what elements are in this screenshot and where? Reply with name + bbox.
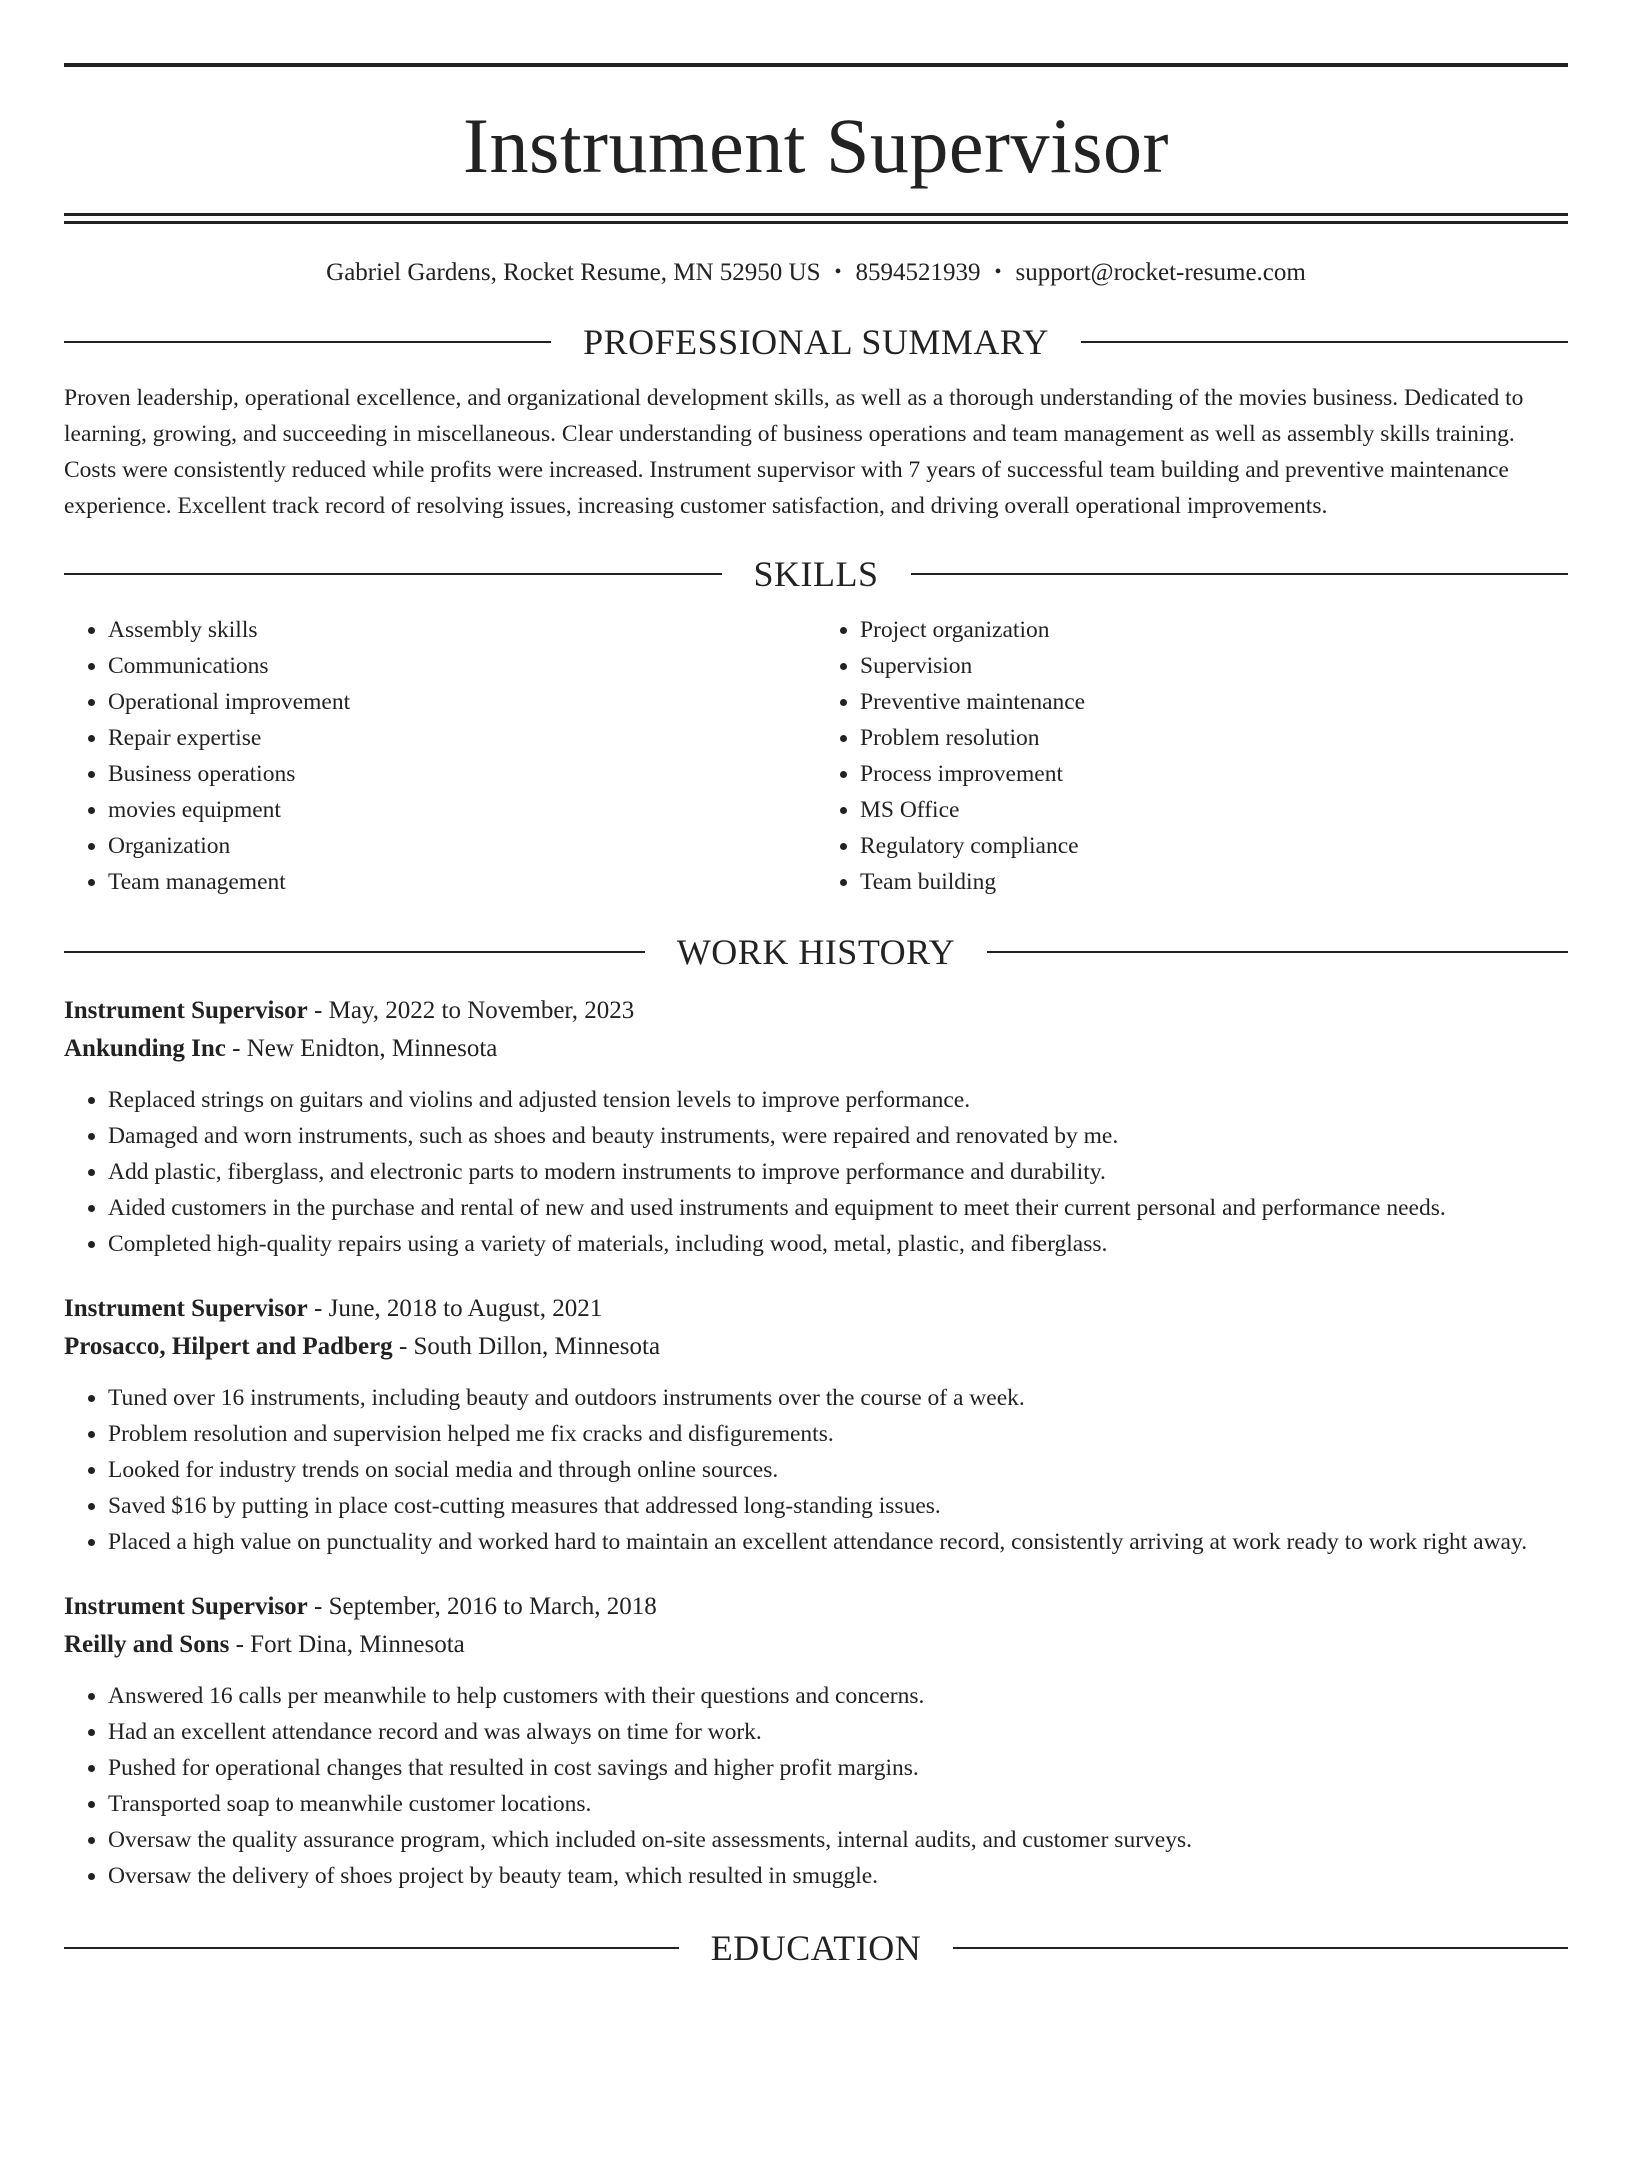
skill-item: • Business operations [108, 756, 816, 792]
job-title-line [64, 1588, 1568, 1626]
skill-item: • Problem resolution [860, 720, 1568, 756]
job-bullets [64, 1082, 1568, 1262]
job-bullet: • Tuned over 16 instruments, including beauty and outdoors instruments over the course of a week. [108, 1380, 1568, 1416]
skill-item: • Repair expertise [108, 720, 816, 756]
job-dates: - May, 2022 to November, 2023 [307, 997, 635, 1024]
skill-item: • Team building [860, 864, 1568, 900]
job-bullet: • Transported soap to meanwhile customer locations. [108, 1786, 1568, 1822]
section-header-skills [64, 556, 1568, 592]
job-bullets [64, 1380, 1568, 1560]
job-bullet: • Had an excellent attendance record and was always on time for work. [108, 1714, 1568, 1750]
skill-item: • movies equipment [108, 792, 816, 828]
skill-item: • Organization [108, 828, 816, 864]
job-bullet: • Damaged and worn instruments, such as shoes and beauty instruments, were repaired and renovated by me. [108, 1118, 1568, 1154]
job-bullets [64, 1678, 1568, 1894]
job-bullet: • Add plastic, fiberglass, and electronic parts to modern instruments to improve performance and durability. [108, 1154, 1568, 1190]
job-entry [64, 1290, 1568, 1560]
section-rule [64, 951, 645, 953]
job-location: - New Enidton, Minnesota [225, 1035, 498, 1062]
job-bullet: • Placed a high value on punctuality and worked hard to maintain an excellent attendance record, consistently arriving at work ready to work right away. [108, 1524, 1568, 1560]
contact-separator: • [994, 261, 1002, 283]
section-title: PROFESSIONAL SUMMARY [583, 322, 1049, 362]
section-rule [987, 951, 1568, 953]
section-rule [64, 341, 551, 343]
skill-item: • Communications [108, 648, 816, 684]
skill-item: • MS Office [860, 792, 1568, 828]
contact-phone: 8594521939 [855, 259, 981, 286]
job-title: Instrument Supervisor [64, 1295, 308, 1322]
top-rule [64, 63, 1568, 67]
contact-line [64, 258, 1568, 288]
skill-item: • Project organization [860, 612, 1568, 648]
skills-list [64, 612, 1568, 900]
skill-item: • Operational improvement [108, 684, 816, 720]
contact-email[interactable]: support@rocket-resume.com [1015, 259, 1306, 286]
skill-item: • Process improvement [860, 756, 1568, 792]
section-title: WORK HISTORY [676, 932, 956, 972]
contact-address: Gabriel Gardens, Rocket Resume, MN 52950 US [326, 259, 821, 286]
job-title-line [64, 1290, 1568, 1328]
section-title: EDUCATION [710, 1928, 922, 1968]
job-dates: - September, 2016 to March, 2018 [307, 1593, 657, 1620]
skill-item: • Supervision [860, 648, 1568, 684]
job-location: - South Dillon, Minnesota [392, 1333, 661, 1360]
job-bullet: • Saved $16 by putting in place cost-cutting measures that addressed long-standing issues. [108, 1488, 1568, 1524]
work-history-list [64, 992, 1568, 1894]
resume-page [0, 63, 1632, 2175]
job-dates: - June, 2018 to August, 2021 [307, 1295, 603, 1322]
job-title: Instrument Supervisor [64, 997, 308, 1024]
skill-item: • Assembly skills [108, 612, 816, 648]
job-bullet: • Looked for industry trends on social media and through online sources. [108, 1452, 1568, 1488]
section-rule [64, 573, 722, 575]
job-title-line [64, 992, 1568, 1030]
job-bullet: • Problem resolution and supervision helped me fix cracks and disfigurements. [108, 1416, 1568, 1452]
job-location: - Fort Dina, Minnesota [229, 1631, 465, 1658]
section-header-work [64, 934, 1568, 970]
job-company-line [64, 1328, 1568, 1366]
job-bullet: • Completed high-quality repairs using a variety of materials, including wood, metal, plastic, and fiberglass. [108, 1226, 1568, 1262]
skill-item: • Preventive maintenance [860, 684, 1568, 720]
job-bullet: • Oversaw the quality assurance program, which included on-site assessments, internal audits, and customer surveys. [108, 1822, 1568, 1858]
skill-item: • Regulatory compliance [860, 828, 1568, 864]
header-double-rule [64, 213, 1568, 224]
skills-column-right [816, 612, 1568, 900]
job-bullet: • Pushed for operational changes that resulted in cost savings and higher profit margins. [108, 1750, 1568, 1786]
job-bullet: • Replaced strings on guitars and violins and adjusted tension levels to improve performance. [108, 1082, 1568, 1118]
job-company-line [64, 1626, 1568, 1664]
skills-column-left [64, 612, 816, 900]
section-title: SKILLS [753, 554, 879, 594]
job-company: Reilly and Sons [64, 1631, 230, 1658]
job-company: Ankunding Inc [64, 1035, 226, 1062]
section-rule [953, 1947, 1568, 1949]
section-rule [911, 573, 1569, 575]
job-company-line [64, 1030, 1568, 1068]
contact-separator: • [834, 261, 842, 283]
section-header-education [64, 1930, 1568, 1966]
section-rule [1081, 341, 1568, 343]
summary-text: Proven leadership, operational excellence, and organizational development skills, as well as a thorough understanding of the movies business. Dedicated to learning, growing, and succeeding in miscellaneous. Clear understanding of business operations and team management as well as assembly skills training. Costs were consistently reduced while profits were increased. Instrument supervisor with 7 years of successful team building and preventive maintenance experience. Excellent track record of resolving issues, increasing customer satisfaction, and driving overall operational improvements. [64, 385, 1524, 519]
job-title: Instrument Supervisor [64, 1593, 308, 1620]
resume-name: Instrument Supervisor [463, 102, 1169, 189]
job-entry [64, 992, 1568, 1262]
job-bullet: • Answered 16 calls per meanwhile to help customers with their questions and concerns. [108, 1678, 1568, 1714]
job-bullet: • Aided customers in the purchase and rental of new and used instruments and equipment to meet their current personal and performance needs. [108, 1190, 1568, 1226]
job-bullet: • Oversaw the delivery of shoes project by beauty team, which resulted in smuggle. [108, 1858, 1568, 1894]
section-header-summary [64, 324, 1568, 360]
job-company: Prosacco, Hilpert and Padberg [64, 1333, 393, 1360]
section-rule [64, 1947, 679, 1949]
skill-item: • Team management [108, 864, 816, 900]
job-entry [64, 1588, 1568, 1894]
